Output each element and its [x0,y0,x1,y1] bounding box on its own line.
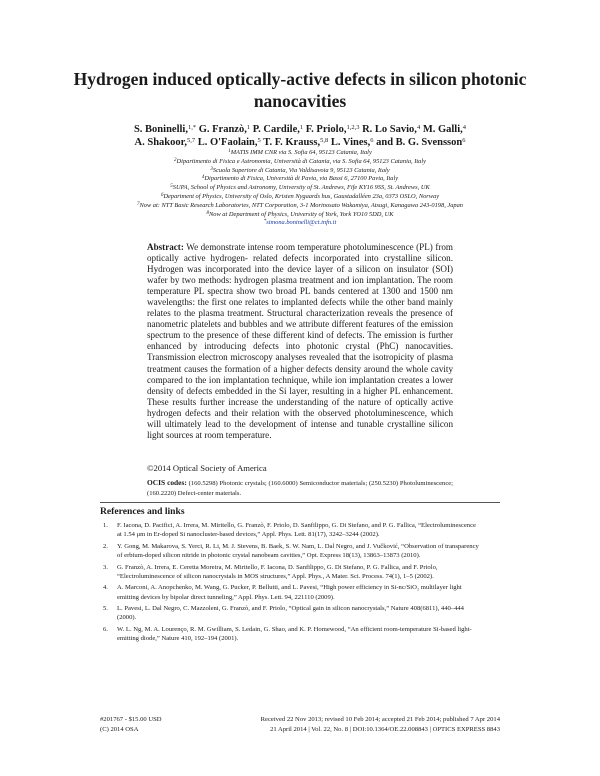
reference-item: 6. W. L. Ng, M. A. Lourenço, R. M. Gwilliam, S. Ledain, G. Shao, and K. P. Homewood, “An efficient room-temperature Si-based light-emitting diode,” Nature 410, 192–194 (2001). [103,625,472,643]
section-divider [100,502,500,503]
page-footer [100,715,500,739]
affiliation: $^6$Department of Physics, University of Oslo, Kristen Nygaards hus, Gaustadalléen 23a, 0373 OSLO, Norway [160,192,440,200]
ocis-text: (160.5298) Photonic crystals; (160.6000) Semiconductor materials; (250.5230) Photoluminescence; (160.2220) Defect-center materials. [147,480,453,497]
author: T. F. Krauss,$^{5,8}$ [260,136,329,148]
footer-copyright: (C) 2014 OSA [100,726,139,733]
author: S. Boninelli,$^{1,*}$ [133,124,197,135]
copyright-notice: ©2014 Optical Society of America [147,463,267,473]
affiliation: $^3$Scuola Superiore di Catania, Via Valdisavoia 9, 95123 Catania, Italy [210,166,390,174]
affiliation: $^1$MATIS IMM CNR via S. Sofia 64, 95123 Catania, Italy [228,149,372,156]
abstract [147,242,453,441]
abstract-text: We demonstrate intense room temperature photoluminescence (PL) from optically active hydrogen- related defects incorporated into crystalline silicon. Hydrogen was incorporated into the device layer of a silicon on insulator (SOI) wafer by two methods: hydrogen plasma treatment and ion implantation. The room temperature PL spectra show two broad PL bands centered at 1300 and 1500 nm wavelengths: the first one relates to implanted defects while the other band mainly relates to the plasma treatment. Structural characterization reveals the presence of nanometric platelets and bubbles and we attribute different features of the emission spectrum to the presence of these different kind of defects. The emission is further enhanced by introducing defects into photonic crystal (PhC) nanocavities. Transmission electron microscopy analyses revealed that the isotropicity of plasma treatment causes the formation of a higher defects density around the whole cavity compared to the ion implantation technique, while ion implantation creates a lower density of defects embedded in the Si layer, resulting in a higher PL enhancement. These results further increase the understanding of the nature of optically active hydrogen defects and their relation with the observed photoluminescence, which will ultimately lead to the development of intense and tunable crystalline silicon light sources at room temperature. [147,242,454,440]
author: G. Franzò,$^1$ [196,124,251,135]
reference-item: 1. F. Iacona, D. Pacifici, A. Irrera, M. Miritello, G. Franzò, F. Priolo, D. Sanfilippo, G. Di Stefano, and P. G. Fallica, “Electroluminescence at 1.54 μm in Er-doped Si nanocluster-based devices,” Appl. Phys. Lett. 81(17), 3242–3244 (2002). [103,522,476,539]
reference-item: 2. Y. Gong, M. Makarova, S. Yerci, R. Li, M. J. Stevens, B. Baek, S. W. Nam, L. Dal Negro, and J. Vučković, “Observation of transparency of erbium-doped silicon nitride in photonic crystal nanobeam cavities,” Opt. Express 18(13), 13863–13873 (2010). [103,542,479,560]
author: R. Lo Savio,$^4$ [359,124,421,135]
ocis-codes [147,478,453,498]
abstract-label: Abstract: [147,242,184,252]
footer-right [200,715,500,735]
reference-item: 4. A. Marconi, A. Anopchenko, M. Wang, G. Pucker, P. Bellutti, and L. Pavesi, “High power efficiency in Si-nc/SiO₂ multilayer light emitting devices by bipolar direct tunneling,” Appl. Phys. Lett. 94, 221110 (2009). [103,584,462,601]
email-link[interactable]: simona.boninelli@ct.infn.it [266,219,337,227]
affiliation: $^7$Now at: NTT Basic Research Laboratories, NTT Corporation, 3-1 Morinosato Wakamiya, Atsugi, Kanagawa 243-0198, Japan [136,201,464,209]
footer-dates: Received 22 Nov 2013; revised 10 Feb 2014; accepted 21 Feb 2014; published 7 Apr 2014 [260,716,500,723]
paper-title: Hydrogen induced optically-active defects in silicon photonic nanocavities [73,69,527,111]
footer-citation: 21 April 2014 | Vol. 22, No. 8 | DOI:10.1364/OE.22.008843 | OPTICS EXPRESS 8843 [270,726,500,733]
author: M. Galli,$^4$ [420,124,467,135]
affiliation: $^5$SUPA, School of Physics and Astronomy, University of St. Andrews, Fife KY16 9SS, St. Andrews, UK [170,184,430,192]
reference-item: 5. L. Pavesi, L. Dal Negro, C. Mazzoleni, G. Franzò, and F. Priolo, “Optical gain in silicon nanocrystals,” Nature 408(6811), 440–444 (2000). [103,605,464,622]
footer-price: #201767 - $15.00 USD [100,716,162,723]
author: P. Cardile,$^1$ [250,124,304,135]
author: L. O'Faolain,$^5$ [195,136,261,148]
ocis-label: OCIS codes: [147,478,187,487]
reference-list [100,521,482,646]
affiliation: $^4$Dipartimento di Fisica, Università di Pavia, via Bassi 6, 27100 Pavia, Italy [201,175,399,183]
reference-item: 3. G. Franzò, A. Irrera, E. Ceretta Moreira, M. Miritello, F. Iacona, D. Sanfilippo, G. Di Stefano, P. G. Fallica, and F. Priolo, “Electroluminescence of silicon nanocrystals in MOS structures,” Appl. Phys., A Mater. Sci. Process. 74(1), 1–5 (2002). [103,563,438,580]
author: L. Vines,$^6$ [328,136,374,148]
references-heading: References and links [100,506,185,517]
author: A. Shakoor,$^{5,7}$ [134,136,196,148]
author: and B. G. Svensson$^6$ [373,136,466,148]
author: F. Priolo,$^{1,2,3}$ [303,124,360,135]
affiliation: $^8$Now at Department of Physics, University of York, York YO10 5DD, UK [206,210,394,218]
corresponding-email[interactable]: *simona.boninelli@ct.infn.it [263,219,337,227]
affiliation-list [118,149,482,228]
author-list [110,124,490,149]
affiliation: $^2$Dipartimento di Fisica e Astronomia, Università di Catania, via S. Sofia 64, 95123 Catania, Italy [174,157,426,165]
